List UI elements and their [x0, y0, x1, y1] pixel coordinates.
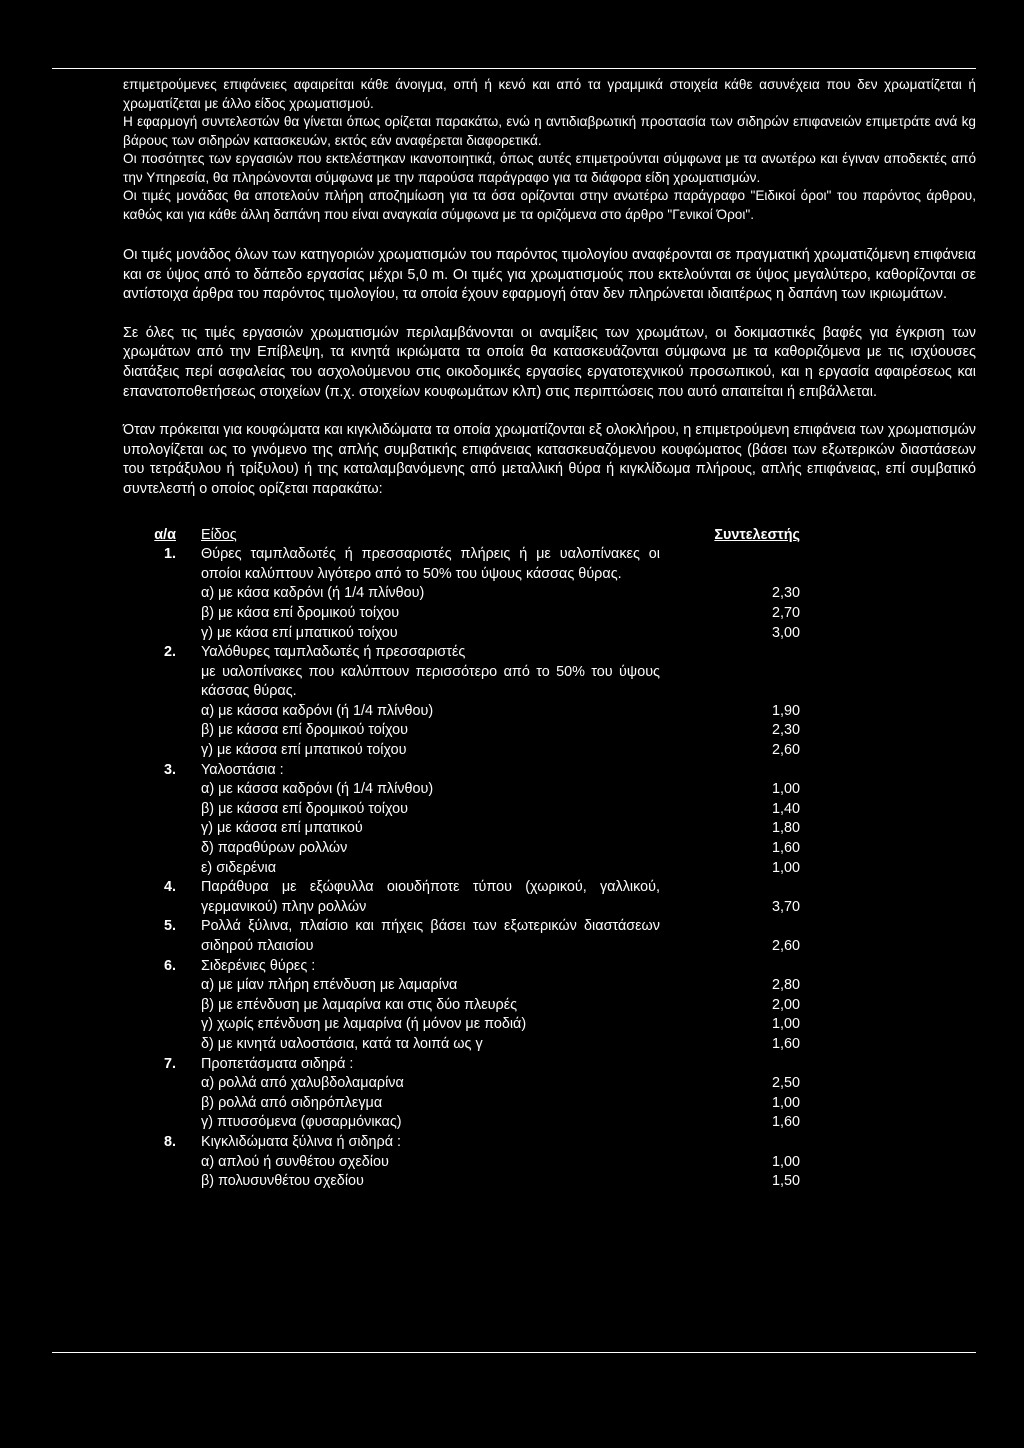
- row-coefficient: 1,00: [771, 1094, 800, 1111]
- row-description: Προπετάσματα σιδηρά :: [201, 1055, 354, 1072]
- row-description: γ) με κάσσα επί μπατικού: [201, 820, 363, 837]
- row-number: [121, 976, 201, 996]
- row-description: β) με κάσσα επί δρομικού τοίχου: [201, 722, 409, 739]
- row-number: [121, 1172, 201, 1192]
- table-row: [121, 976, 976, 996]
- row-description: Υαλοστάσια :: [201, 761, 284, 778]
- paragraph-top-1: επιμετρούμενες επιφάνειες αφαιρείται κάθε άνοιγμα, οπή ή κενό και από τα γραμμικά στοιχεία κάθε ασυνέχεια που δεν χρωματίζεται ή χρωματίζεται με άλλο είδος χρωματισμού.: [123, 77, 976, 111]
- document-body: [123, 76, 976, 1192]
- paragraph-frames: Όταν πρόκειται για κουφώματα και κιγκλιδώματα τα οποία χρωματίζονται εξ ολοκλήρου, η επιμετρούμενη επιφάνεια των χρωματισμών υπολογίζεται ως το γινόμενο της απλής συμβατικής επιφάνειας κατασκευαζόμενου κουφώματος (βάσει των εξωτερικών διαστάσεων του τετράξυλου ή τρίξυλου) ή της καταλαμβανόμενης από μεταλλική θύρα ή κιγκλίδωμα πλήρους, απλής επιφάνειας, επί συμβατικό συντελεστή ο οποίος ορίζεται παρακάτω:: [123, 422, 976, 497]
- table-row: [121, 624, 976, 644]
- row-description: α) απλού ή συνθέτου σχεδίου: [201, 1153, 389, 1170]
- row-number: 1.: [163, 546, 176, 563]
- row-number: 2.: [163, 644, 176, 661]
- row-number: [121, 800, 201, 820]
- row-description: β) πολυσυνθέτου σχεδίου: [201, 1173, 364, 1190]
- coefficient-table: [121, 526, 976, 1192]
- row-coefficient: 1,00: [771, 781, 800, 798]
- row-description: Υαλόθυρες ταμπλαδωτές ή πρεσσαριστές: [201, 644, 466, 661]
- table-row: [121, 721, 976, 741]
- row-coefficient: 2,70: [771, 604, 800, 621]
- row-number: [121, 1094, 201, 1114]
- table-body: [121, 545, 976, 1192]
- row-coefficient: 2,50: [771, 1075, 800, 1092]
- row-description: Κιγκλιδώματα ξύλινα ή σιδηρά :: [201, 1133, 402, 1150]
- table-row: [121, 741, 976, 761]
- row-number: [121, 721, 201, 741]
- row-number: [121, 1074, 201, 1094]
- table-row: [121, 1074, 976, 1094]
- table-row: [121, 917, 976, 956]
- row-description: α) ρολλά από χαλυβδολαμαρίνα: [201, 1075, 404, 1092]
- table-row: [121, 643, 976, 663]
- row-coefficient: 2,60: [771, 742, 800, 759]
- table-row: [121, 1015, 976, 1035]
- row-description: β) ρολλά από σιδηρόπλεγμα: [201, 1094, 383, 1111]
- row-number: 5.: [163, 918, 176, 935]
- row-number: 4.: [163, 879, 176, 896]
- row-description: γ) με κάσα επί μπατικού τοίχου: [201, 624, 398, 641]
- row-coefficient: 1,60: [771, 840, 800, 857]
- row-coefficient: 1,00: [771, 1153, 800, 1170]
- row-description: Παράθυρα με εξώφυλλα οιουδήποτε τύπου (χωρικού, γαλλικού, γερμανικού) πλην ρολλών: [201, 879, 660, 915]
- header-desc: Είδος: [201, 526, 237, 543]
- table-row: [121, 604, 976, 624]
- row-description: γ) πτυσσόμενα (φυσαρμόνικας): [201, 1114, 402, 1131]
- table-row: [121, 878, 976, 917]
- row-description: Ρολλά ξύλινα, πλαίσιο και πήχεις βάσει των εξωτερικών διαστάσεων σιδηρού πλαισίου: [201, 918, 660, 954]
- row-number: 6.: [163, 957, 176, 974]
- paragraph-top-4: Οι τιμές μονάδας θα αποτελούν πλήρη αποζημίωση για τα όσα ορίζονται στην ανωτέρω παράγραφο "Ειδικοί όροι" του παρόντος άρθρου, καθώς και για κάθε άλλη δαπάνη που είναι αναγκαία σύμφωνα με τα οριζόμενα στο άρθρο "Γενικοί Όροι".: [123, 188, 976, 222]
- row-number: [121, 1015, 201, 1035]
- row-number: 3.: [163, 761, 176, 778]
- table-row: [121, 1035, 976, 1055]
- row-number: 8.: [163, 1133, 176, 1150]
- table-row: [121, 584, 976, 604]
- row-description: δ) παραθύρων ρολλών: [201, 840, 348, 857]
- table-row: [121, 800, 976, 820]
- paragraph-included-work: Σε όλες τις τιμές εργασιών χρωματισμών περιλαμβάνονται οι αναμίξεις των χρωμάτων, οι δοκιμαστικές βαφές για έγκριση των χρωμάτων από την Επίβλεψη, τα κινητά ικριώματα τα οποία θα κατασκευάζονται σύμφωνα με τα καθοριζόμενα με τις ισχύουσες διατάξεις περί ασφαλείας του ασχολούμενου στις οικοδομικές εργασίες εργατοτεχνικού προσωπικού, και η εργασία αφαιρέσεως και επανατοποθετήσεως στοιχείων (π.χ. στοιχείων κουφωμάτων κλπ) στις περιπτώσεις που αυτό απαιτείται ή επιβάλλεται.: [123, 324, 976, 400]
- row-coefficient: 3,00: [771, 624, 800, 641]
- row-number: 7.: [163, 1055, 176, 1072]
- table-row: [121, 996, 976, 1016]
- row-description: α) με κάσσα καδρόνι (ή 1/4 πλίνθου): [201, 702, 434, 719]
- row-description: α) με κάσσα καδρόνι (ή 1/4 πλίνθου): [201, 781, 434, 798]
- table-row: [121, 1153, 976, 1173]
- header-num: α/α: [154, 526, 176, 543]
- table-row: [121, 839, 976, 859]
- table-row: [121, 1094, 976, 1114]
- table-row: [121, 545, 976, 584]
- row-number: [121, 839, 201, 859]
- row-coefficient: 1,60: [771, 1114, 800, 1131]
- table-row: [121, 957, 976, 977]
- row-coefficient: 1,90: [771, 702, 800, 719]
- row-description: α) με κάσα καδρόνι (ή 1/4 πλίνθου): [201, 585, 425, 602]
- row-coefficient: 2,00: [771, 996, 800, 1013]
- row-coefficient: 2,60: [771, 938, 800, 954]
- row-coefficient: 1,60: [771, 1035, 800, 1052]
- row-coefficient: 2,30: [771, 585, 800, 602]
- row-coefficient: 3,70: [771, 898, 800, 915]
- paragraph-top-3: Οι ποσότητες των εργασιών που εκτελέστηκαν ικανοποιητικά, όπως αυτές επιμετρούνται σύμφωνα με τα ανωτέρω και έγιναν αποδεκτές από την Υπηρεσία, θα πληρώνονται σύμφωνα με την παρούσα παράγραφο για τα διάφορα είδη χρωματισμών.: [123, 151, 976, 185]
- row-number: [121, 741, 201, 761]
- row-description: Θύρες ταμπλαδωτές ή πρεσσαριστές πλήρεις ή με υαλοπίνακες οι οποίοι καλύπτουν λιγότερο από το 50% του ύψους κάσσας θύρας.: [201, 546, 660, 582]
- table-row: [121, 663, 976, 702]
- row-number: [121, 624, 201, 644]
- table-header: [121, 526, 976, 546]
- row-coefficient: 1,00: [771, 859, 800, 876]
- paragraph-top-2: Η εφαρμογή συντελεστών θα γίνεται όπως ορίζεται παρακάτω, ενώ η αντιδιαβρωτική προστασία των σιδηρών επιφανειών επιμετράτε ανά kg βάρους των σιδηρών κατασκευών, εκτός εάν αναφέρεται διαφορετικά.: [123, 114, 976, 148]
- row-number: [121, 1153, 201, 1173]
- row-description: α) με μίαν πλήρη επένδυση με λαμαρίνα: [201, 977, 458, 994]
- footer-rule: [52, 1352, 976, 1353]
- row-number: [121, 663, 201, 702]
- row-number: [121, 859, 201, 879]
- row-description: β) με κάσσα επί δρομικού τοίχου: [201, 800, 409, 817]
- table-row: [121, 702, 976, 722]
- table-row: [121, 1055, 976, 1075]
- row-description: Σιδερένιες θύρες :: [201, 957, 316, 974]
- row-description: δ) με κινητά υαλοστάσια, κατά τα λοιπά ως γ: [201, 1035, 483, 1052]
- row-number: [121, 996, 201, 1016]
- row-description: β) με επένδυση με λαμαρίνα και στις δύο πλευρές: [201, 996, 518, 1013]
- row-coefficient: 2,30: [771, 722, 800, 739]
- row-description: με υαλοπίνακες που καλύπτουν περισσότερο από το 50% του ύψους κάσσας θύρας.: [201, 663, 660, 700]
- row-number: [121, 604, 201, 624]
- header-rule: [52, 68, 976, 69]
- table-row: [121, 1172, 976, 1192]
- paragraph-unit-prices: Οι τιμές μονάδος όλων των κατηγοριών χρωματισμών του παρόντος τιμολογίου αναφέρονται σε πραγματική χρωματιζόμενη επιφάνεια και σε ύψος από το δάπεδο εργασίας μέχρι 5,0 m. Οι τιμές για χρωματισμούς που εκτελούνται σε ύψος μεγαλύτερο, καθορίζονται σε αντίστοιχα άρθρα του παρόντος τιμολογίου, τα οποία έχουν εφαρμογή όταν δεν πληρώνεται ιδιαιτέρως η δαπάνη των ικριωμάτων.: [123, 247, 976, 303]
- table-row: [121, 1113, 976, 1133]
- header-val: Συντελεστής: [714, 526, 800, 543]
- row-coefficient: 1,80: [771, 820, 800, 837]
- row-coefficient: 2,80: [771, 977, 800, 994]
- row-number: [121, 584, 201, 604]
- row-number: [121, 1113, 201, 1133]
- table-row: [121, 1133, 976, 1153]
- table-row: [121, 819, 976, 839]
- row-coefficient: 1,40: [771, 800, 800, 817]
- row-number: [121, 1035, 201, 1055]
- row-description: γ) με κάσσα επί μπατικού τοίχου: [201, 742, 407, 759]
- table-row: [121, 761, 976, 781]
- table-row: [121, 780, 976, 800]
- row-description: β) με κάσα επί δρομικού τοίχου: [201, 604, 400, 621]
- row-number: [121, 819, 201, 839]
- row-description: γ) χωρίς επένδυση με λαμαρίνα (ή μόνον με ποδιά): [201, 1016, 527, 1033]
- row-coefficient: 1,50: [771, 1173, 800, 1190]
- row-description: ε) σιδερένια: [201, 859, 277, 876]
- row-coefficient: 1,00: [771, 1016, 800, 1033]
- row-number: [121, 702, 201, 722]
- row-number: [121, 780, 201, 800]
- table-row: [121, 859, 976, 879]
